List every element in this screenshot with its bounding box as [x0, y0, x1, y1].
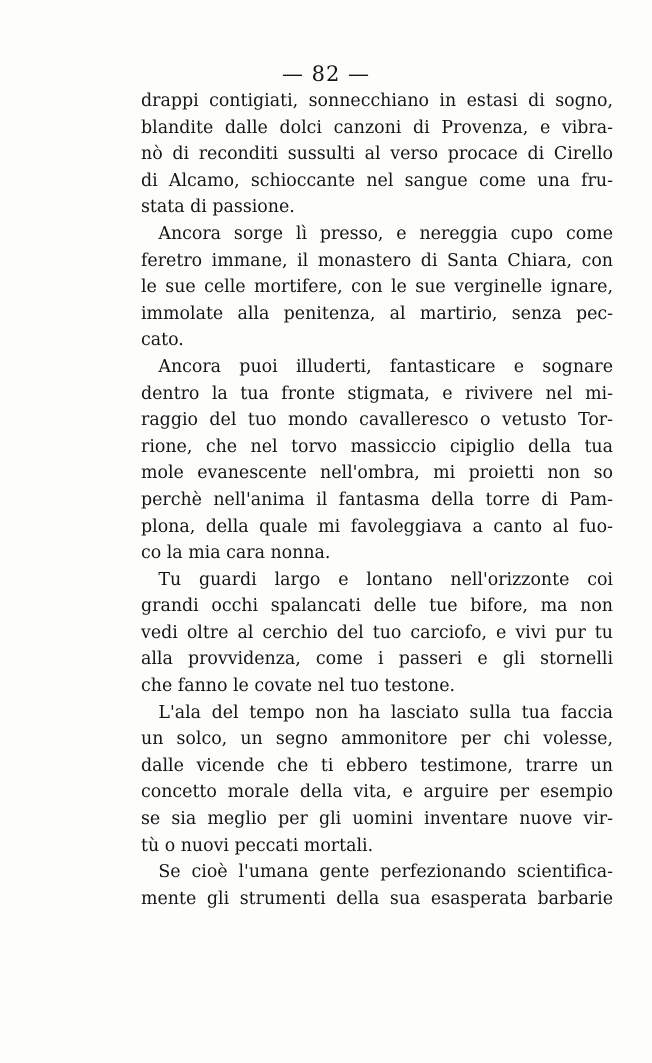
text-line: dentro la tua fronte stigmata, e rivivere nel mi- [141, 383, 613, 404]
text-line: L'ala del tempo non ha lasciato sulla tua faccia [141, 702, 613, 723]
text-line: immolate alla penitenza, al martirio, senza pec- [141, 303, 613, 324]
text-line: mole evanescente nell'ombra, mi proietti non so [141, 463, 613, 484]
text-line: tù o nuovi peccati mortali. [141, 835, 374, 856]
text-line: Tu guardi largo e lontano nell'orizzonte coi [141, 569, 613, 590]
text-line: se sia meglio per gli uomini inventare nuove vir- [141, 809, 613, 830]
text-line: feretro immane, il monastero di Santa Chiara, con [141, 250, 613, 271]
text-line: che fanno le covate nel tuo testone. [141, 676, 456, 697]
text-line: stata di passione. [141, 197, 295, 218]
paragraph [141, 567, 613, 700]
text-line: rione, che nel torvo massiccio cipiglio della tua [141, 436, 613, 457]
text-line: di Alcamo, schioccante nel sangue come una fru- [141, 170, 613, 191]
text-line: concetto morale della vita, e arguire per esempio [141, 782, 613, 803]
body-text [141, 88, 613, 912]
paragraph [141, 859, 613, 912]
paragraph [141, 221, 613, 354]
text-line: cato. [141, 330, 184, 351]
text-line: mente gli strumenti della sua esasperata barbarie [141, 888, 613, 909]
text-line: perchè nell'anima il fantasma della torre di Pam- [141, 489, 613, 510]
page-number: — 82 — [281, 62, 371, 86]
text-line: le sue celle mortifere, con le sue verginelle ignare, [141, 277, 613, 298]
text-line: Se cioè l'umana gente perfezionando scientifica- [141, 862, 613, 883]
text-line: dalle vicende che ti ebbero testimone, trarre un [141, 755, 613, 776]
text-line: plona, della quale mi favoleggiava a canto al fuo- [141, 516, 613, 537]
text-line: Ancora sorge lì presso, e nereggia cupo come [141, 223, 613, 244]
text-line: Ancora puoi illuderti, fantasticare e sognare [141, 356, 613, 377]
paragraph [141, 354, 613, 567]
text-line: blandite dalle dolci canzoni di Provenza, e vibra- [141, 117, 613, 138]
text-line: raggio del tuo mondo cavalleresco o vetusto Tor- [141, 410, 613, 431]
text-line: drappi contigiati, sonnecchiano in estasi di sogno, [141, 91, 613, 111]
text-line: nò di reconditi sussulti al verso procace di Cirello [141, 144, 613, 165]
text-line: vedi oltre al cerchio del tuo carciofo, e vivi pur tu [141, 622, 613, 643]
paragraph [141, 700, 613, 860]
text-line: grandi occhi spalancati delle tue bifore, ma non [141, 596, 613, 617]
paragraph [141, 88, 613, 221]
text-line: un solco, un segno ammonitore per chi volesse, [141, 729, 613, 750]
text-line: alla provvidenza, come i passeri e gli stornelli [141, 649, 613, 670]
text-line: co la mia cara nonna. [141, 543, 331, 564]
